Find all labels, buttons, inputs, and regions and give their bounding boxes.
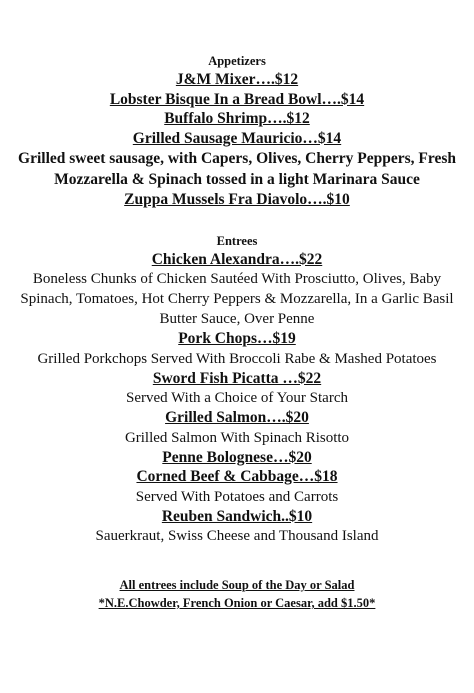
menu-item-zuppa-mussels: Zuppa Mussels Fra Diavolo….$10	[124, 191, 350, 208]
menu-item-penne-bolognese: Penne Bolognese…$20	[162, 448, 312, 466]
entrees-heading: Entrees	[216, 233, 258, 248]
menu-item-reuben-sandwich: Reuben Sandwich..$10	[161, 507, 313, 525]
appetizers-heading: Appetizers	[208, 54, 266, 68]
menu-item-grilled-salmon: Grilled Salmon….$20	[165, 409, 309, 426]
menu-item-pork-chops-description: Grilled Porkchops Served With Broccoli Rabe & Mashed Potatoes	[37, 350, 437, 367]
menu-item-corned-beef: Corned Beef & Cabbage…$18	[136, 468, 338, 485]
menu-item-buffalo-shrimp: Buffalo Shrimp….$12	[164, 110, 310, 127]
menu-item-sword-fish: Sword Fish Picatta …$22	[152, 369, 322, 387]
menu-item-sword-fish-description: Served With a Choice of Your Starch	[125, 390, 348, 406]
menu-item-grilled-sausage-description: Grilled sweet sausage, with Capers, Olives, Cherry Peppers, Fresh Mozzarella & Spinach tossed in a light Marinara Sauce	[18, 150, 456, 188]
menu-item-chicken-alexandra-description: Boneless Chunks of Chicken Sautéed With Prosciutto, Olives, Baby Spinach, Tomatoes, Hot Cherry Peppers & Mozzarella, In a Garlic Basil Butter Sauce, Over Penne	[20, 271, 454, 327]
upgrade-note: *N.E.Chowder, French Onion or Caesar, add $1.50*	[98, 596, 376, 610]
menu-item-chicken-alexandra: Chicken Alexandra….$22	[151, 250, 323, 268]
menu-item-pork-chops: Pork Chops…$19	[178, 330, 296, 347]
menu-item-jm-mixer: J&M Mixer….$12	[175, 71, 299, 88]
menu-page	[0, 52, 474, 612]
menu-item-lobster-bisque: Lobster Bisque In a Bread Bowl….$14	[109, 90, 365, 108]
menu-item-grilled-sausage: Grilled Sausage Mauricio…$14	[132, 129, 342, 147]
menu-item-grilled-salmon-description: Grilled Salmon With Spinach Risotto	[124, 429, 350, 446]
menu-item-corned-beef-description: Served With Potatoes and Carrots	[135, 488, 339, 505]
menu-item-reuben-sandwich-description: Sauerkraut, Swiss Cheese and Thousand Island	[95, 528, 379, 544]
soup-salad-note: All entrees include Soup of the Day or Salad	[119, 578, 355, 592]
